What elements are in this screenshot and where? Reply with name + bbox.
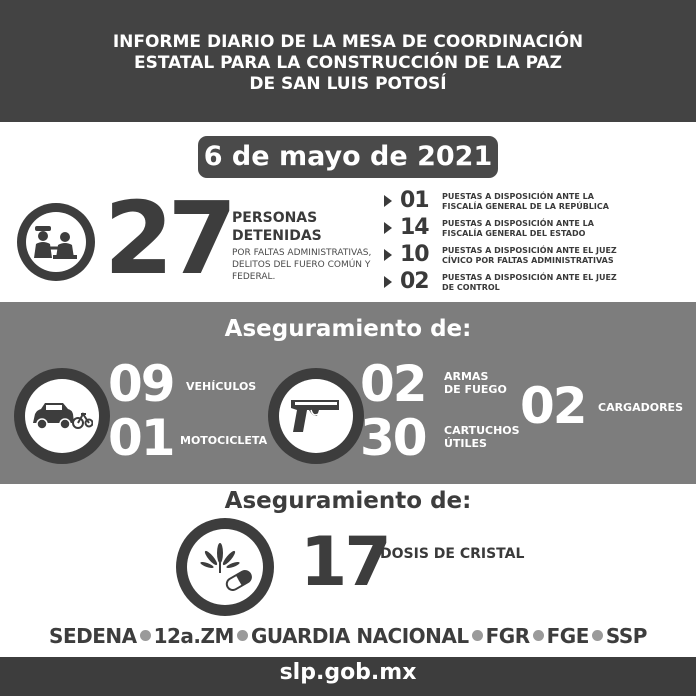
agency-12zm: 12a.ZM xyxy=(153,624,234,648)
police-officer-arrest-icon xyxy=(17,203,95,281)
disposition-text: PUESTAS A DISPOSICIÓN ANTE EL JUEZ CÍVICO POR FALTAS ADMINISTRATIVAS xyxy=(442,246,617,265)
vehicles-label: VEHÍCULOS xyxy=(186,380,257,393)
separator-dot xyxy=(533,630,544,641)
detained-note-1: POR FALTAS ADMINISTRATIVAS, xyxy=(232,248,372,258)
title-line-1: INFORME DIARIO DE LA MESA DE COORDINACIÓN xyxy=(112,32,584,52)
disposition-text: PUESTAS A DISPOSICIÓN ANTE LA FISCALÍA GENERAL DE LA REPÚBLICA xyxy=(442,192,609,211)
cartridges-label-2: ÚTILES xyxy=(444,437,487,450)
separator-dot xyxy=(140,630,151,641)
firearms-label-1: ARMAS xyxy=(444,370,489,383)
arrow-right-icon xyxy=(384,276,392,288)
agency-fge: FGE xyxy=(546,624,589,648)
separator-dot xyxy=(592,630,603,641)
title-line-2: ESTATAL PARA LA CONSTRUCCIÓN DE LA PAZ xyxy=(134,53,562,73)
detained-note-2: DELITOS DEL FUERO COMÚN Y xyxy=(232,260,371,270)
seizure-title: Aseguramiento de: xyxy=(224,316,472,342)
arrow-right-icon xyxy=(384,195,392,207)
detained-label-1: PERSONAS xyxy=(232,210,318,226)
arrow-right-icon xyxy=(384,249,392,261)
report-date: 6 de mayo de 2021 xyxy=(198,136,498,178)
disposition-text: PUESTAS A DISPOSICIÓN ANTE EL JUEZ DE CONTROL xyxy=(442,273,617,292)
detained-count: 27 xyxy=(104,180,232,297)
detained-label-2: DETENIDAS xyxy=(232,228,322,244)
car-motorcycle-icon xyxy=(14,368,110,464)
disposition-count: 02 xyxy=(400,269,429,294)
separator-dot xyxy=(472,630,483,641)
motorcycles-label: MOTOCICLETA xyxy=(180,434,268,447)
cartridges-label-1: CARTUCHOS xyxy=(444,424,520,437)
disposition-count: 14 xyxy=(400,215,429,240)
cannabis-pill-icon xyxy=(176,518,274,616)
agency-list xyxy=(0,624,696,648)
pistol-icon xyxy=(268,368,364,464)
agency-sedena: SEDENA xyxy=(49,624,137,648)
firearms-label-2: DE FUEGO xyxy=(444,383,507,396)
disposition-text: PUESTAS A DISPOSICIÓN ANTE LA FISCALÍA GENERAL DEL ESTADO xyxy=(442,219,594,238)
website-url[interactable]: slp.gob.mx xyxy=(279,660,417,685)
arrow-right-icon xyxy=(384,222,392,234)
firearms-count: 02 xyxy=(360,355,426,413)
agency-fgr: FGR xyxy=(485,624,530,648)
cartridges-count: 30 xyxy=(360,409,426,467)
separator-dot xyxy=(237,630,248,641)
disposition-count: 10 xyxy=(400,242,429,267)
detained-note-3: FEDERAL. xyxy=(232,272,276,282)
agency-guardia-nacional: GUARDIA NACIONAL xyxy=(250,624,469,648)
drug-count: 17 xyxy=(300,523,389,602)
title-line-3: DE SAN LUIS POTOSÍ xyxy=(249,74,447,94)
disposition-count: 01 xyxy=(400,188,429,213)
agency-ssp: SSP xyxy=(605,624,647,648)
magazines-label: CARGADORES xyxy=(598,401,683,414)
magazines-count: 02 xyxy=(520,377,586,435)
vehicles-count: 09 xyxy=(108,355,174,413)
drug-label: DOSIS DE CRISTAL xyxy=(380,546,525,562)
seizure-title: Aseguramiento de: xyxy=(224,488,472,514)
report-title xyxy=(0,32,696,95)
motorcycles-count: 01 xyxy=(108,409,174,467)
